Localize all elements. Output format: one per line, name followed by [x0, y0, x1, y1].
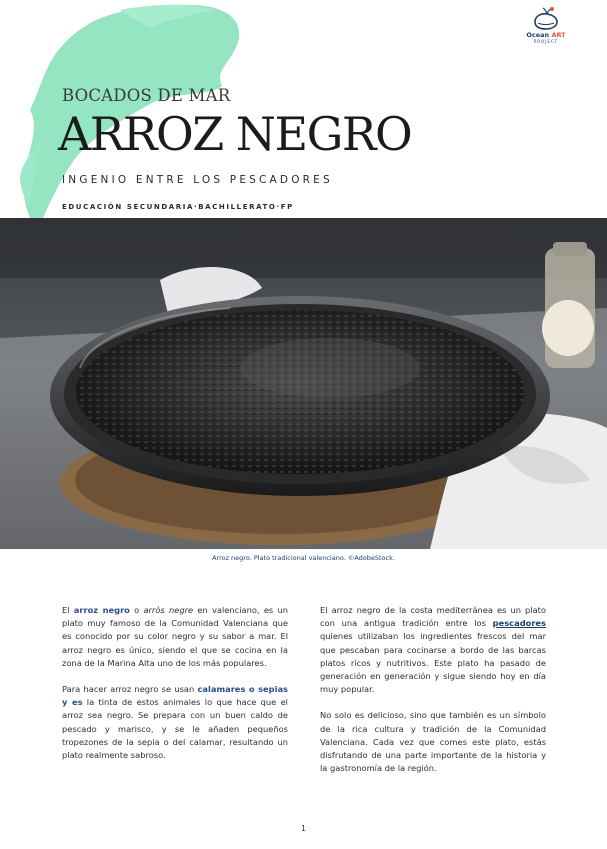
- highlight-arroz-negro: arroz negro: [73, 605, 130, 615]
- highlight-calamares: calamares o sepias y es: [62, 684, 288, 708]
- text-run: El: [62, 605, 74, 615]
- whale-icon: [531, 6, 561, 32]
- page-title: ARROZ NEGRO: [58, 107, 412, 161]
- paragraph: [62, 683, 288, 762]
- page-number: 1: [301, 824, 306, 833]
- right-column: [320, 604, 546, 788]
- left-column: [62, 604, 288, 775]
- text-run: quienes utilizaban los ingredientes frescos del mar que pescaban para cocinarse a bordo de las barcas platos ricos y nutritivos. Este plato ha pasado de generación en generación y sigue siendo hoy en día muy popular.: [320, 631, 546, 695]
- ocean-art-logo: [518, 6, 574, 52]
- paragraph: [62, 604, 288, 670]
- logo-name-art: ART: [551, 31, 566, 39]
- dish-photo: [0, 218, 607, 549]
- text-run: en valenciano, es un plato muy famoso de la Comunidad Valenciana que es conocido por su color negro y su sabor a mar. El arroz negro es único, siendo el que se cocina en la zona de la Marina Alta uno de los más populares.: [62, 605, 288, 668]
- logo-subtitle: PROJECT: [533, 39, 559, 44]
- text-run: o: [129, 605, 144, 615]
- logo-name-ocean: Ocean: [526, 31, 552, 39]
- text-run: Para hacer arroz negro se usan: [62, 684, 198, 695]
- paragraph: [320, 604, 546, 696]
- text-run: la tinta de estos animales lo que hace que el arroz sea negro. Se prepara con un buen caldo de pescado y marisco, y se le añaden pequeños tropezones de la sepia o del calamar, resultando un plato realmente sabroso.: [62, 697, 288, 761]
- link-pescadores[interactable]: pescadores: [492, 618, 546, 629]
- paragraph: No solo es delicioso, sino que también es un símbolo de la rica cultura y tradición de la Comunidad Valenciana. Cada vez que comes este plato, estás disfrutando de una parte importante de la historia y la gastronomía de la región.: [320, 710, 546, 774]
- photo-caption: Arroz negro. Plato tradicional valenciano. ©AdobeStock.: [212, 554, 395, 562]
- text-run: El arroz negro de la costa mediterránea es un plato con una antigua tradición entre los: [320, 605, 546, 629]
- italic-arros-negre: arròs negre: [143, 605, 194, 615]
- section-kicker: BOCADOS DE MAR: [62, 86, 231, 105]
- education-level: EDUCACIÓN SECUNDARIA·BACHILLERATO·FP: [62, 203, 294, 211]
- page-subtitle: INGENIO ENTRE LOS PESCADORES: [62, 174, 333, 186]
